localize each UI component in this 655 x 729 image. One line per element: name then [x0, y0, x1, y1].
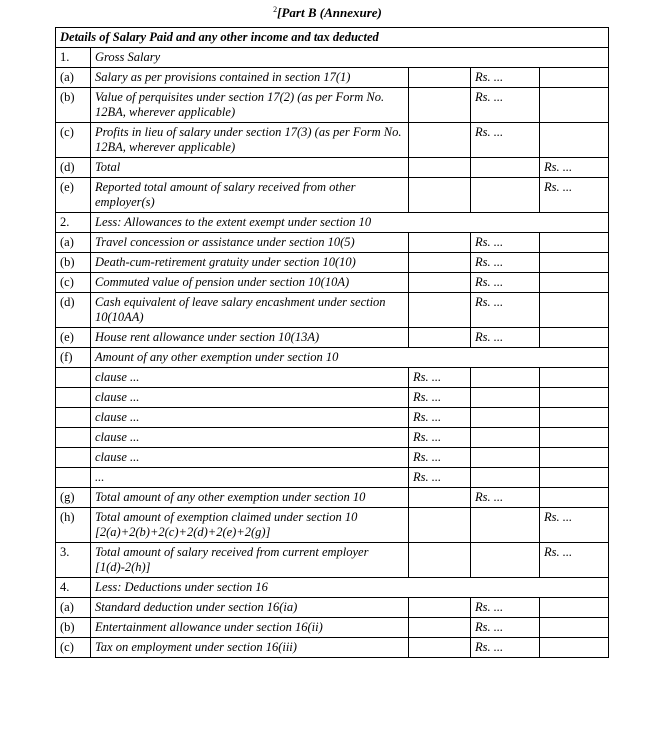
item-number: [56, 468, 91, 488]
amount-cell-total: Rs. ...: [540, 543, 609, 578]
item-description: Total amount of exemption claimed under section 10 [2(a)+2(b)+2(c)+2(d)+2(e)+2(g)]: [91, 508, 409, 543]
amount-cell-sub: [409, 273, 471, 293]
item-number: (e): [56, 178, 91, 213]
amount-cell-sub: [409, 488, 471, 508]
amount-cell-mid: [471, 408, 540, 428]
amount-cell-mid: [471, 468, 540, 488]
table-row: [56, 468, 609, 488]
table-row: [56, 178, 609, 213]
item-number: (c): [56, 123, 91, 158]
table-row: [56, 368, 609, 388]
table-row: [56, 508, 609, 543]
footnote-mark: 2: [273, 5, 278, 14]
table-row: [56, 638, 609, 658]
table-row: [56, 123, 609, 158]
amount-cell-sub: [409, 543, 471, 578]
item-description: Salary as per provisions contained in section 17(1): [91, 68, 409, 88]
item-description: House rent allowance under section 10(13A): [91, 328, 409, 348]
table-row: [56, 388, 609, 408]
amount-cell-mid: [471, 178, 540, 213]
part-heading: [0, 5, 655, 21]
amount-cell-sub: [409, 158, 471, 178]
table-row: [56, 253, 609, 273]
section-row: [56, 48, 609, 68]
item-number: (c): [56, 273, 91, 293]
table-row: [56, 543, 609, 578]
amount-cell-sub: [409, 638, 471, 658]
item-number: 3.: [56, 543, 91, 578]
amount-cell-mid: [471, 448, 540, 468]
item-number: (d): [56, 293, 91, 328]
amount-cell-sub: [409, 123, 471, 158]
amount-cell-total: [540, 293, 609, 328]
table-row: [56, 448, 609, 468]
item-number: (f): [56, 348, 91, 368]
amount-cell-sub: [409, 618, 471, 638]
table-row: [56, 488, 609, 508]
item-number: (b): [56, 253, 91, 273]
amount-cell-sub: [409, 253, 471, 273]
item-description: ...: [91, 468, 409, 488]
section-heading: Amount of any other exemption under section 10: [91, 348, 609, 368]
table-row: [56, 158, 609, 178]
item-number: (a): [56, 598, 91, 618]
amount-cell-total: [540, 368, 609, 388]
amount-cell-mid: Rs. ...: [471, 88, 540, 123]
amount-cell-total: [540, 428, 609, 448]
table-row: [56, 68, 609, 88]
amount-cell-sub: [409, 68, 471, 88]
amount-cell-mid: [471, 428, 540, 448]
table-title: Details of Salary Paid and any other income and tax deducted: [56, 28, 609, 48]
amount-cell-mid: [471, 508, 540, 543]
amount-cell-total: [540, 468, 609, 488]
amount-cell-mid: Rs. ...: [471, 598, 540, 618]
amount-cell-sub: Rs. ...: [409, 468, 471, 488]
amount-cell-sub: Rs. ...: [409, 408, 471, 428]
amount-cell-total: [540, 233, 609, 253]
amount-cell-mid: Rs. ...: [471, 488, 540, 508]
table-row: [56, 233, 609, 253]
amount-cell-sub: Rs. ...: [409, 388, 471, 408]
table-row: [56, 273, 609, 293]
item-number: 4.: [56, 578, 91, 598]
item-description: clause ...: [91, 448, 409, 468]
amount-cell-mid: Rs. ...: [471, 273, 540, 293]
item-description: Commuted value of pension under section 10(10A): [91, 273, 409, 293]
amount-cell-mid: Rs. ...: [471, 328, 540, 348]
amount-cell-total: [540, 638, 609, 658]
item-description: Value of perquisites under section 17(2) (as per Form No. 12BA, wherever applicable): [91, 88, 409, 123]
item-number: (g): [56, 488, 91, 508]
item-number: (h): [56, 508, 91, 543]
amount-cell-mid: Rs. ...: [471, 253, 540, 273]
section-row: [56, 578, 609, 598]
amount-cell-sub: [409, 293, 471, 328]
section-row: [56, 213, 609, 233]
amount-cell-sub: [409, 178, 471, 213]
amount-cell-total: [540, 598, 609, 618]
item-number: [56, 448, 91, 468]
item-number: (a): [56, 233, 91, 253]
amount-cell-mid: [471, 543, 540, 578]
amount-cell-total: [540, 123, 609, 158]
item-number: [56, 388, 91, 408]
table-row: [56, 408, 609, 428]
amount-cell-total: [540, 488, 609, 508]
amount-cell-mid: Rs. ...: [471, 68, 540, 88]
item-description: Cash equivalent of leave salary encashment under section 10(10AA): [91, 293, 409, 328]
amount-cell-sub: [409, 508, 471, 543]
item-description: clause ...: [91, 368, 409, 388]
item-description: Total: [91, 158, 409, 178]
item-description: Total amount of any other exemption under section 10: [91, 488, 409, 508]
section-heading: Less: Deductions under section 16: [91, 578, 609, 598]
table-row: [56, 618, 609, 638]
amount-cell-mid: Rs. ...: [471, 123, 540, 158]
item-description: Standard deduction under section 16(ia): [91, 598, 409, 618]
amount-cell-total: [540, 448, 609, 468]
item-description: Tax on employment under section 16(iii): [91, 638, 409, 658]
amount-cell-sub: Rs. ...: [409, 428, 471, 448]
amount-cell-mid: [471, 368, 540, 388]
amount-cell-mid: [471, 388, 540, 408]
table-row: [56, 293, 609, 328]
amount-cell-mid: Rs. ...: [471, 233, 540, 253]
part-title: [Part B (Annexure): [277, 5, 382, 20]
item-description: Reported total amount of salary received from other employer(s): [91, 178, 409, 213]
item-description: clause ...: [91, 428, 409, 448]
amount-cell-sub: [409, 233, 471, 253]
item-number: (e): [56, 328, 91, 348]
amount-cell-total: [540, 388, 609, 408]
item-description: Death-cum-retirement gratuity under section 10(10): [91, 253, 409, 273]
table-row: [56, 328, 609, 348]
amount-cell-total: [540, 273, 609, 293]
amount-cell-total: Rs. ...: [540, 178, 609, 213]
table-row: [56, 598, 609, 618]
item-number: 2.: [56, 213, 91, 233]
item-number: (d): [56, 158, 91, 178]
item-description: Profits in lieu of salary under section 17(3) (as per Form No. 12BA, wherever applicable): [91, 123, 409, 158]
amount-cell-total: Rs. ...: [540, 508, 609, 543]
amount-cell-sub: Rs. ...: [409, 448, 471, 468]
amount-cell-mid: [471, 158, 540, 178]
item-number: [56, 428, 91, 448]
item-number: [56, 368, 91, 388]
item-number: 1.: [56, 48, 91, 68]
item-description: Total amount of salary received from current employer [1(d)-2(h)]: [91, 543, 409, 578]
table-row: [56, 428, 609, 448]
amount-cell-total: Rs. ...: [540, 158, 609, 178]
item-number: (b): [56, 618, 91, 638]
item-number: [56, 408, 91, 428]
amount-cell-sub: Rs. ...: [409, 368, 471, 388]
item-number: (a): [56, 68, 91, 88]
section-heading: Gross Salary: [91, 48, 609, 68]
item-description: Entertainment allowance under section 16(ii): [91, 618, 409, 638]
table-row: [56, 88, 609, 123]
amount-cell-sub: [409, 88, 471, 123]
amount-cell-sub: [409, 598, 471, 618]
amount-cell-mid: Rs. ...: [471, 293, 540, 328]
section-row: [56, 348, 609, 368]
amount-cell-mid: Rs. ...: [471, 638, 540, 658]
item-description: Travel concession or assistance under section 10(5): [91, 233, 409, 253]
item-number: (c): [56, 638, 91, 658]
amount-cell-sub: [409, 328, 471, 348]
item-number: (b): [56, 88, 91, 123]
salary-details-table: [55, 27, 609, 658]
amount-cell-total: [540, 408, 609, 428]
section-heading: Less: Allowances to the extent exempt under section 10: [91, 213, 609, 233]
table-title-row: [56, 28, 609, 48]
amount-cell-total: [540, 328, 609, 348]
amount-cell-total: [540, 88, 609, 123]
item-description: clause ...: [91, 408, 409, 428]
item-description: clause ...: [91, 388, 409, 408]
amount-cell-total: [540, 68, 609, 88]
amount-cell-mid: Rs. ...: [471, 618, 540, 638]
amount-cell-total: [540, 618, 609, 638]
amount-cell-total: [540, 253, 609, 273]
